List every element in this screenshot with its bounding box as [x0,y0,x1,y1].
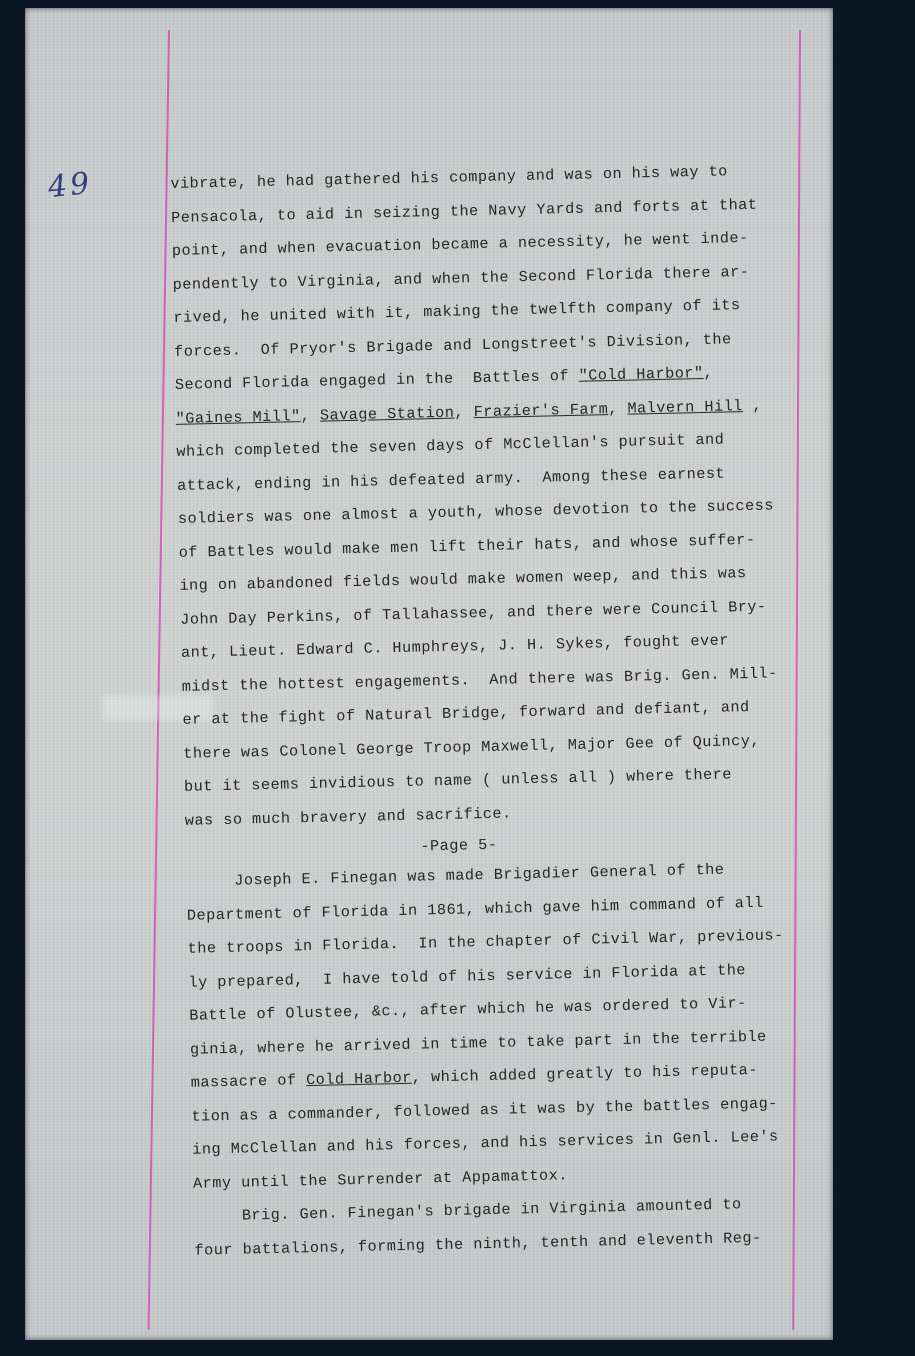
text-run: massacre of [190,1071,307,1092]
typed-text-body [170,153,835,1267]
text-line: the troops in Florida. In the chapter of Civil War, previous- [187,926,784,958]
text-line: which completed the seven days of McClellan's pursuit and [176,430,725,461]
text-run: , [703,363,714,382]
text-line: four battalions, forming the ninth, tenth and eleventh Reg- [194,1228,762,1260]
page-marker: -Page 5- [420,835,498,856]
underlined-battle-name: "Gaines Mill" [175,406,301,428]
left-margin-line [148,30,170,1330]
text-line: rived, he united with it, making the twelfth company of its [173,296,741,327]
text-run: , [300,406,321,425]
text-line: Army until the Surrender at Appamattox. [192,1165,569,1193]
text-line: Joseph E. Finegan was made Brigadier General of the [185,860,725,891]
text-line: ant, Lieut. Edward C. Humphreys, J. H. Sykes, fought ever [180,631,730,662]
text-line: forces. Of Pryor's Brigade and Longstreet's Division, the [173,329,732,361]
text-run: , [742,396,763,415]
text-line: soldiers was one almost a youth, whose devotion to the success [177,496,775,528]
underlined-battle-name: Malvern Hill [627,396,744,418]
text-line: ly prepared, I have told of his service in Florida at the [188,960,747,992]
text-line: of Battles would make men lift their hats, and whose suffer- [178,530,756,562]
underlined-battle-name: Frazier's Farm [473,399,609,421]
text-run: , [454,402,474,422]
text-run: , which added greatly to his reputa- [411,1060,759,1087]
text-line: ginia, where he arrived in time to take part in the terrible [189,1027,767,1059]
text-line: vibrate, he had gathered his company and was on his way to [170,162,729,193]
text-line: John Day Perkins, of Tallahassee, and there were Council Bry- [180,597,767,629]
text-line: tion as a commander, followed as it was by the battles engag- [191,1093,779,1126]
underlined-battle-name: Savage Station [319,403,455,425]
text-line: Brig. Gen. Finegan's brigade in Virginia amounted to [193,1195,742,1226]
text-line: pendently to Virginia, and when the Second Florida there ar- [172,262,750,294]
text-line: ing on abandoned fields would make women weep, and this was [179,564,747,595]
text-line: attack, ending in his defeated army. Among these earnest [176,463,726,495]
text-line: er at the fight of Natural Bridge, forward and defiant, and [182,697,750,729]
text-run: , [608,399,628,418]
text-line: point, and when evacuation became a necessity, he went inde- [171,228,749,260]
text-line: ing McClellan and his forces, and his services in Genl. Lee's [192,1127,779,1159]
text-run: Second Florida engaged in the Battles of [174,366,579,394]
text-line: midst the hottest engagements. And there was Brig. Gen. Mill- [181,663,778,696]
handwritten-margin-note: 49 [46,165,94,206]
text-line: Battle of Olustee, &c., after which he was ordered to Vir- [189,994,747,1025]
text-line: was so much bravery and sacrifice. [184,803,512,830]
text-line: Pensacola, to aid in seizing the Navy Yards and forts at that [170,195,758,227]
text-line: Department of Florida in 1861, which gave him command of all [186,893,764,925]
text-line: there was Colonel George Troop Maxwell, Major Gee of Quincy, [183,731,761,763]
underlined-battle-name: "Cold Harbor" [578,363,704,385]
underlined-battle-name: Cold Harbor [305,1068,413,1090]
text-line: but it seems invidious to name ( unless all ) where there [183,765,733,796]
